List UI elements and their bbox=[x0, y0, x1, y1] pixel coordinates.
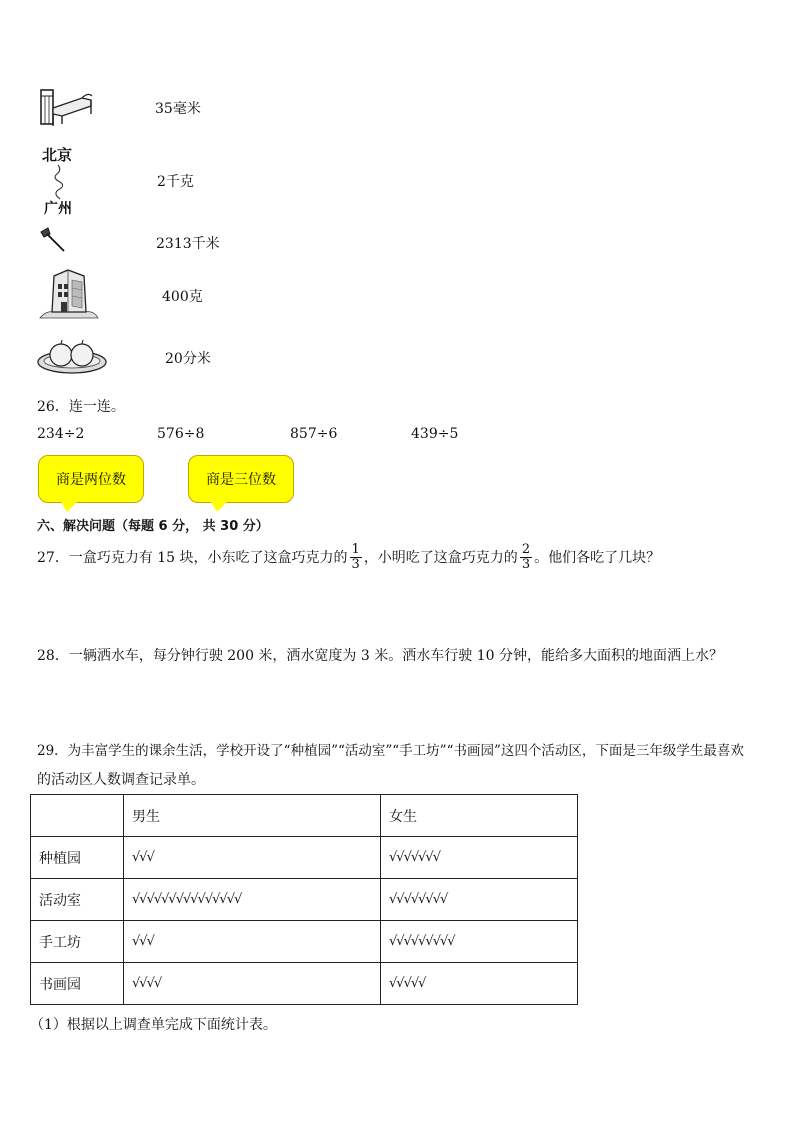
question-27-text: 。他们各吃了几块？ bbox=[534, 550, 661, 566]
table-header-cell: 女生 bbox=[381, 795, 578, 837]
table-row bbox=[31, 963, 578, 1005]
unit-label: 400克 bbox=[162, 289, 203, 305]
bubble-label: 商是两位数 bbox=[56, 472, 126, 488]
pushpin-picture bbox=[38, 226, 68, 254]
division-expression: 576÷8 bbox=[157, 426, 205, 442]
fraction-one-third bbox=[350, 543, 362, 572]
question-29-line-1: 29．为丰富学生的课余生活，学校开设了“种植园”“活动室”“手工坊”“书画园”这四个活动区，下面是三年级学生最喜欢 bbox=[37, 743, 744, 759]
bubble-two-digit-quotient bbox=[38, 455, 144, 503]
table-row bbox=[31, 837, 578, 879]
question-27 bbox=[37, 538, 660, 576]
question-27-text: ，小明吃了这盒巧克力的 bbox=[363, 550, 518, 566]
table-row bbox=[31, 879, 578, 921]
map-label-guangzhou: 广州 bbox=[44, 201, 72, 217]
activity-name-cell: 种植园 bbox=[31, 837, 124, 879]
activity-name-cell: 活动室 bbox=[31, 879, 124, 921]
survey-table bbox=[30, 794, 578, 1005]
unit-label: 2千克 bbox=[157, 174, 194, 190]
fraction-two-thirds bbox=[520, 543, 532, 572]
route-line bbox=[48, 164, 72, 200]
bubble-three-digit-quotient bbox=[188, 455, 294, 503]
question-29-line-2: 的活动区人数调查记录单。 bbox=[37, 772, 205, 788]
table-header-cell: 男生 bbox=[124, 795, 381, 837]
unit-label: 20分米 bbox=[165, 351, 211, 367]
section-6-title: 六、解决问题（每题 6 分， 共 30 分） bbox=[37, 519, 269, 534]
unit-label: 2313千米 bbox=[156, 236, 220, 252]
fraction-numerator: 2 bbox=[521, 541, 531, 557]
boys-tally-cell: √√√√ bbox=[124, 963, 381, 1005]
girls-tally-cell: √√√√√√√ bbox=[381, 837, 578, 879]
boys-tally-cell: √√√√√√√√√√√√√√√ bbox=[124, 879, 381, 921]
question-27-text: 27．一盒巧克力有 15 块，小东吃了这盒巧克力的 bbox=[37, 550, 348, 566]
bubble-label: 商是三位数 bbox=[206, 472, 276, 488]
activity-name-cell: 书画园 bbox=[31, 963, 124, 1005]
map-picture bbox=[40, 144, 80, 216]
building-picture bbox=[38, 266, 100, 320]
fraction-numerator: 1 bbox=[351, 541, 360, 557]
map-label-beijing: 北京 bbox=[42, 146, 73, 164]
unit-label: 35毫米 bbox=[155, 101, 201, 117]
division-expression: 857÷6 bbox=[290, 426, 338, 442]
activity-name-cell: 手工坊 bbox=[31, 921, 124, 963]
table-row bbox=[31, 921, 578, 963]
boys-tally-cell: √√√ bbox=[124, 837, 381, 879]
table-header-row bbox=[31, 795, 578, 837]
bed-picture bbox=[38, 84, 94, 128]
boys-tally-cell: √√√ bbox=[124, 921, 381, 963]
apples-plate-picture bbox=[36, 336, 108, 376]
question-26-title: 26．连一连。 bbox=[37, 399, 125, 415]
question-29-subquestion-1: （1）根据以上调查单完成下面统计表。 bbox=[30, 1017, 277, 1033]
girls-tally-cell: √√√√√√√√ bbox=[381, 879, 578, 921]
fraction-denominator: 3 bbox=[521, 556, 531, 572]
division-expression: 234÷2 bbox=[37, 426, 85, 442]
table-header-cell bbox=[31, 795, 124, 837]
question-28: 28．一辆洒水车，每分钟行驶 200 米，洒水宽度为 3 米。洒水车行驶 10 分钟，能给多大面积的地面洒上水？ bbox=[37, 648, 723, 664]
fraction-denominator: 3 bbox=[351, 556, 360, 572]
division-expression: 439÷5 bbox=[411, 426, 459, 442]
girls-tally-cell: √√√√√√√√√ bbox=[381, 921, 578, 963]
girls-tally-cell: √√√√√ bbox=[381, 963, 578, 1005]
